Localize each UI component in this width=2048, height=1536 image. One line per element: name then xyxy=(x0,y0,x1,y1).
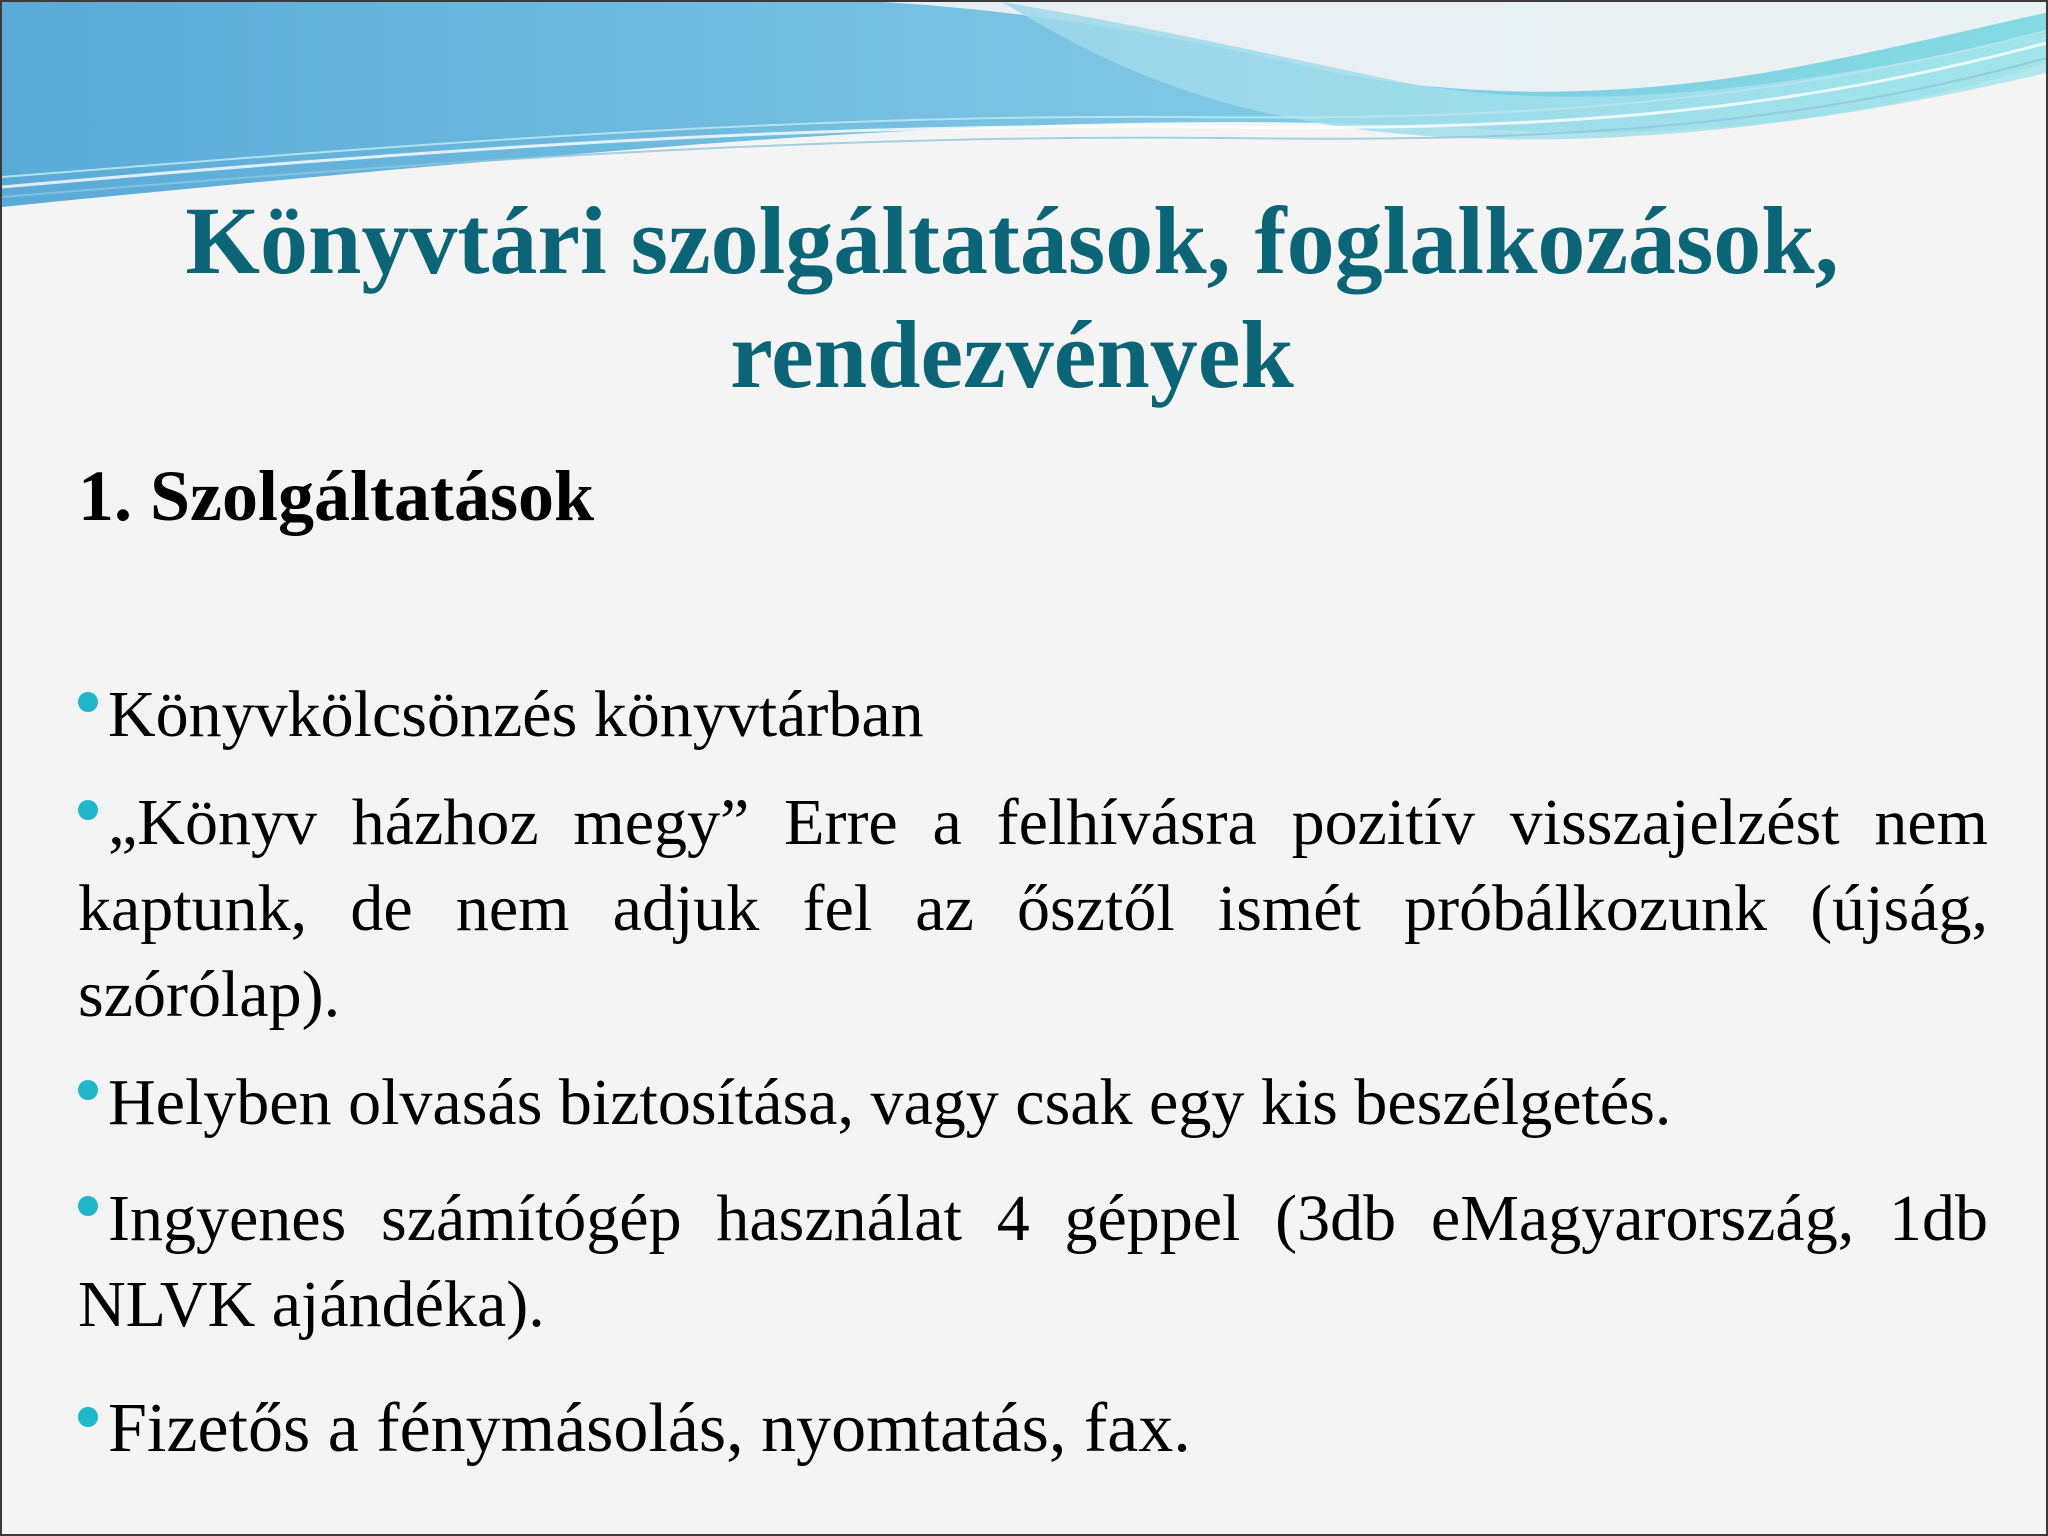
bullet-item xyxy=(78,780,1988,1038)
bullet-item xyxy=(78,1386,1988,1472)
bullet-dot-icon xyxy=(78,1196,98,1216)
bullet-item xyxy=(78,672,1988,758)
bullet-item xyxy=(78,1176,1988,1348)
slide-title xyxy=(62,184,1962,412)
bullet-dot-icon xyxy=(78,1407,98,1427)
bullet-dot-icon xyxy=(78,800,98,820)
bullet-text: Ingyenes számítógép használat 4 géppel (3db eMagyarország, 1db NLVK ajándéka). xyxy=(78,1182,1988,1341)
section-heading: 1. Szolgáltatások xyxy=(78,456,595,536)
bullet-dot-icon xyxy=(78,1080,98,1100)
bullet-text: Fizetős a fénymásolás, nyomtatás, fax. xyxy=(108,1390,1191,1467)
bullet-item xyxy=(78,1060,1988,1146)
bullet-list xyxy=(78,672,1988,1472)
bullet-dot-icon xyxy=(78,692,98,712)
bullet-text: „Könyv házhoz megy” Erre a felhívásra pozitív visszajelzést nem kaptunk, de nem adjuk fel az ősztől ismét próbálkozunk (újság, szórólap). xyxy=(78,786,1988,1031)
slide-title-line-1: Könyvtári szolgáltatások, foglalkozások, xyxy=(185,187,1839,294)
slide-title-line-2: rendezvények xyxy=(730,301,1294,408)
bullet-text: Helyben olvasás biztosítása, vagy csak egy kis beszélgetés. xyxy=(108,1066,1672,1139)
bullet-text: Könyvkölcsönzés könyvtárban xyxy=(108,678,924,751)
